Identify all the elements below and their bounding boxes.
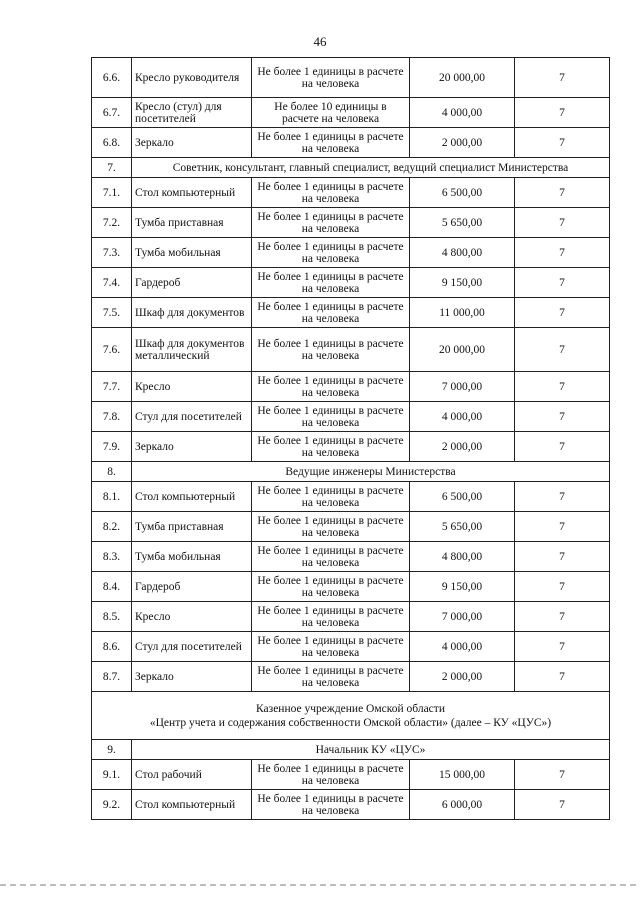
row-number-cell: 6.6. [92, 58, 132, 98]
price-cell: 4 000,00 [410, 632, 515, 662]
quantity-norm-cell: Не более 1 единицы в расчете на человека [252, 632, 410, 662]
item-name-cell: Кресло (стул) для посетителей [132, 98, 252, 128]
row-number-cell: 8.3. [92, 542, 132, 572]
service-life-cell: 7 [515, 328, 610, 372]
price-cell: 5 650,00 [410, 512, 515, 542]
quantity-norm-cell: Не более 1 единицы в расчете на человека [252, 572, 410, 602]
price-cell: 5 650,00 [410, 208, 515, 238]
price-cell: 20 000,00 [410, 328, 515, 372]
section-number-cell: 7. [92, 158, 132, 178]
price-cell: 2 000,00 [410, 432, 515, 462]
price-cell: 9 150,00 [410, 572, 515, 602]
row-number-cell: 7.4. [92, 268, 132, 298]
table-row [92, 58, 610, 98]
row-number-cell: 7.7. [92, 372, 132, 402]
service-life-cell: 7 [515, 268, 610, 298]
table-row [92, 178, 610, 208]
table-row [92, 760, 610, 790]
price-cell: 4 000,00 [410, 98, 515, 128]
service-life-cell: 7 [515, 760, 610, 790]
table-row [92, 128, 610, 158]
price-cell: 6 000,00 [410, 790, 515, 820]
item-name-cell: Кресло [132, 372, 252, 402]
organization-header-row [92, 692, 610, 740]
quantity-norm-cell: Не более 1 единицы в расчете на человека [252, 178, 410, 208]
table-row [92, 372, 610, 402]
section-title-cell: Советник, консультант, главный специалист, ведущий специалист Министерства [132, 158, 610, 178]
row-number-cell: 8.4. [92, 572, 132, 602]
quantity-norm-cell: Не более 1 единицы в расчете на человека [252, 238, 410, 268]
service-life-cell: 7 [515, 178, 610, 208]
item-name-cell: Стул для посетителей [132, 632, 252, 662]
table-row [92, 238, 610, 268]
item-name-cell: Стул для посетителей [132, 402, 252, 432]
row-number-cell: 7.6. [92, 328, 132, 372]
quantity-norm-cell: Не более 1 единицы в расчете на человека [252, 402, 410, 432]
row-number-cell: 8.2. [92, 512, 132, 542]
item-name-cell: Тумба мобильная [132, 238, 252, 268]
item-name-cell: Гардероб [132, 572, 252, 602]
service-life-cell: 7 [515, 238, 610, 268]
table-row [92, 662, 610, 692]
item-name-cell: Тумба приставная [132, 208, 252, 238]
row-number-cell: 8.7. [92, 662, 132, 692]
quantity-norm-cell: Не более 1 единицы в расчете на человека [252, 268, 410, 298]
service-life-cell: 7 [515, 298, 610, 328]
quantity-norm-cell: Не более 1 единицы в расчете на человека [252, 208, 410, 238]
service-life-cell: 7 [515, 98, 610, 128]
quantity-norm-cell: Не более 1 единицы в расчете на человека [252, 602, 410, 632]
service-life-cell: 7 [515, 572, 610, 602]
table-row [92, 98, 610, 128]
table-row [92, 542, 610, 572]
row-number-cell: 9.2. [92, 790, 132, 820]
row-number-cell: 8.1. [92, 482, 132, 512]
table-row [92, 602, 610, 632]
price-cell: 9 150,00 [410, 268, 515, 298]
item-name-cell: Зеркало [132, 128, 252, 158]
row-number-cell: 7.2. [92, 208, 132, 238]
table-row [92, 298, 610, 328]
quantity-norm-cell: Не более 1 единицы в расчете на человека [252, 760, 410, 790]
price-cell: 4 800,00 [410, 542, 515, 572]
quantity-norm-cell: Не более 10 единицы в расчете на человека [252, 98, 410, 128]
item-name-cell: Стол компьютерный [132, 482, 252, 512]
table-row [92, 632, 610, 662]
item-name-cell: Тумба мобильная [132, 542, 252, 572]
row-number-cell: 6.8. [92, 128, 132, 158]
item-name-cell: Кресло руководителя [132, 58, 252, 98]
furniture-norms-table [91, 57, 610, 820]
service-life-cell: 7 [515, 662, 610, 692]
organization-title-line: «Центр учета и содержания собственности Омской области» (далее – КУ «ЦУС») [149, 716, 552, 729]
table-row [92, 208, 610, 238]
table-row [92, 328, 610, 372]
section-header-row [92, 740, 610, 760]
section-number-cell: 9. [92, 740, 132, 760]
price-cell: 4 000,00 [410, 402, 515, 432]
section-title-cell: Ведущие инженеры Министерства [132, 462, 610, 482]
section-header-row [92, 158, 610, 178]
item-name-cell: Шкаф для документов металлический [132, 328, 252, 372]
quantity-norm-cell: Не более 1 единицы в расчете на человека [252, 662, 410, 692]
table-row [92, 572, 610, 602]
table-row [92, 432, 610, 462]
service-life-cell: 7 [515, 512, 610, 542]
row-number-cell: 7.8. [92, 402, 132, 432]
item-name-cell: Гардероб [132, 268, 252, 298]
price-cell: 2 000,00 [410, 662, 515, 692]
row-number-cell: 7.5. [92, 298, 132, 328]
service-life-cell: 7 [515, 632, 610, 662]
table-body [92, 58, 610, 820]
page-number: 46 [313, 34, 327, 49]
section-title-cell: Начальник КУ «ЦУС» [132, 740, 610, 760]
quantity-norm-cell: Не более 1 единицы в расчете на человека [252, 298, 410, 328]
table-row [92, 512, 610, 542]
table-row [92, 790, 610, 820]
table-row [92, 268, 610, 298]
section-number-cell: 8. [92, 462, 132, 482]
service-life-cell: 7 [515, 542, 610, 572]
price-cell: 6 500,00 [410, 178, 515, 208]
service-life-cell: 7 [515, 432, 610, 462]
quantity-norm-cell: Не более 1 единицы в расчете на человека [252, 372, 410, 402]
quantity-norm-cell: Не более 1 единицы в расчете на человека [252, 432, 410, 462]
row-number-cell: 7.1. [92, 178, 132, 208]
row-number-cell: 7.3. [92, 238, 132, 268]
service-life-cell: 7 [515, 482, 610, 512]
row-number-cell: 8.6. [92, 632, 132, 662]
service-life-cell: 7 [515, 602, 610, 632]
price-cell: 7 000,00 [410, 602, 515, 632]
price-cell: 11 000,00 [410, 298, 515, 328]
service-life-cell: 7 [515, 402, 610, 432]
item-name-cell: Кресло [132, 602, 252, 632]
table-row [92, 482, 610, 512]
quantity-norm-cell: Не более 1 единицы в расчете на человека [252, 58, 410, 98]
organization-title-line: Казенное учреждение Омской области [256, 702, 445, 715]
item-name-cell: Стол компьютерный [132, 178, 252, 208]
quantity-norm-cell: Не более 1 единицы в расчете на человека [252, 328, 410, 372]
quantity-norm-cell: Не более 1 единицы в расчете на человека [252, 512, 410, 542]
row-number-cell: 9.1. [92, 760, 132, 790]
item-name-cell: Зеркало [132, 662, 252, 692]
service-life-cell: 7 [515, 372, 610, 402]
service-life-cell: 7 [515, 790, 610, 820]
row-number-cell: 7.9. [92, 432, 132, 462]
item-name-cell: Шкаф для документов [132, 298, 252, 328]
quantity-norm-cell: Не более 1 единицы в расчете на человека [252, 790, 410, 820]
item-name-cell: Тумба приставная [132, 512, 252, 542]
quantity-norm-cell: Не более 1 единицы в расчете на человека [252, 128, 410, 158]
service-life-cell: 7 [515, 208, 610, 238]
section-header-row [92, 462, 610, 482]
organization-title-cell [92, 692, 610, 740]
price-cell: 6 500,00 [410, 482, 515, 512]
quantity-norm-cell: Не более 1 единицы в расчете на человека [252, 542, 410, 572]
price-cell: 20 000,00 [410, 58, 515, 98]
price-cell: 4 800,00 [410, 238, 515, 268]
price-cell: 15 000,00 [410, 760, 515, 790]
row-number-cell: 6.7. [92, 98, 132, 128]
service-life-cell: 7 [515, 58, 610, 98]
price-cell: 7 000,00 [410, 372, 515, 402]
quantity-norm-cell: Не более 1 единицы в расчете на человека [252, 482, 410, 512]
price-cell: 2 000,00 [410, 128, 515, 158]
item-name-cell: Стол рабочий [132, 760, 252, 790]
item-name-cell: Стол компьютерный [132, 790, 252, 820]
row-number-cell: 8.5. [92, 602, 132, 632]
scan-edge-artifact [0, 884, 640, 886]
item-name-cell: Зеркало [132, 432, 252, 462]
service-life-cell: 7 [515, 128, 610, 158]
table-row [92, 402, 610, 432]
